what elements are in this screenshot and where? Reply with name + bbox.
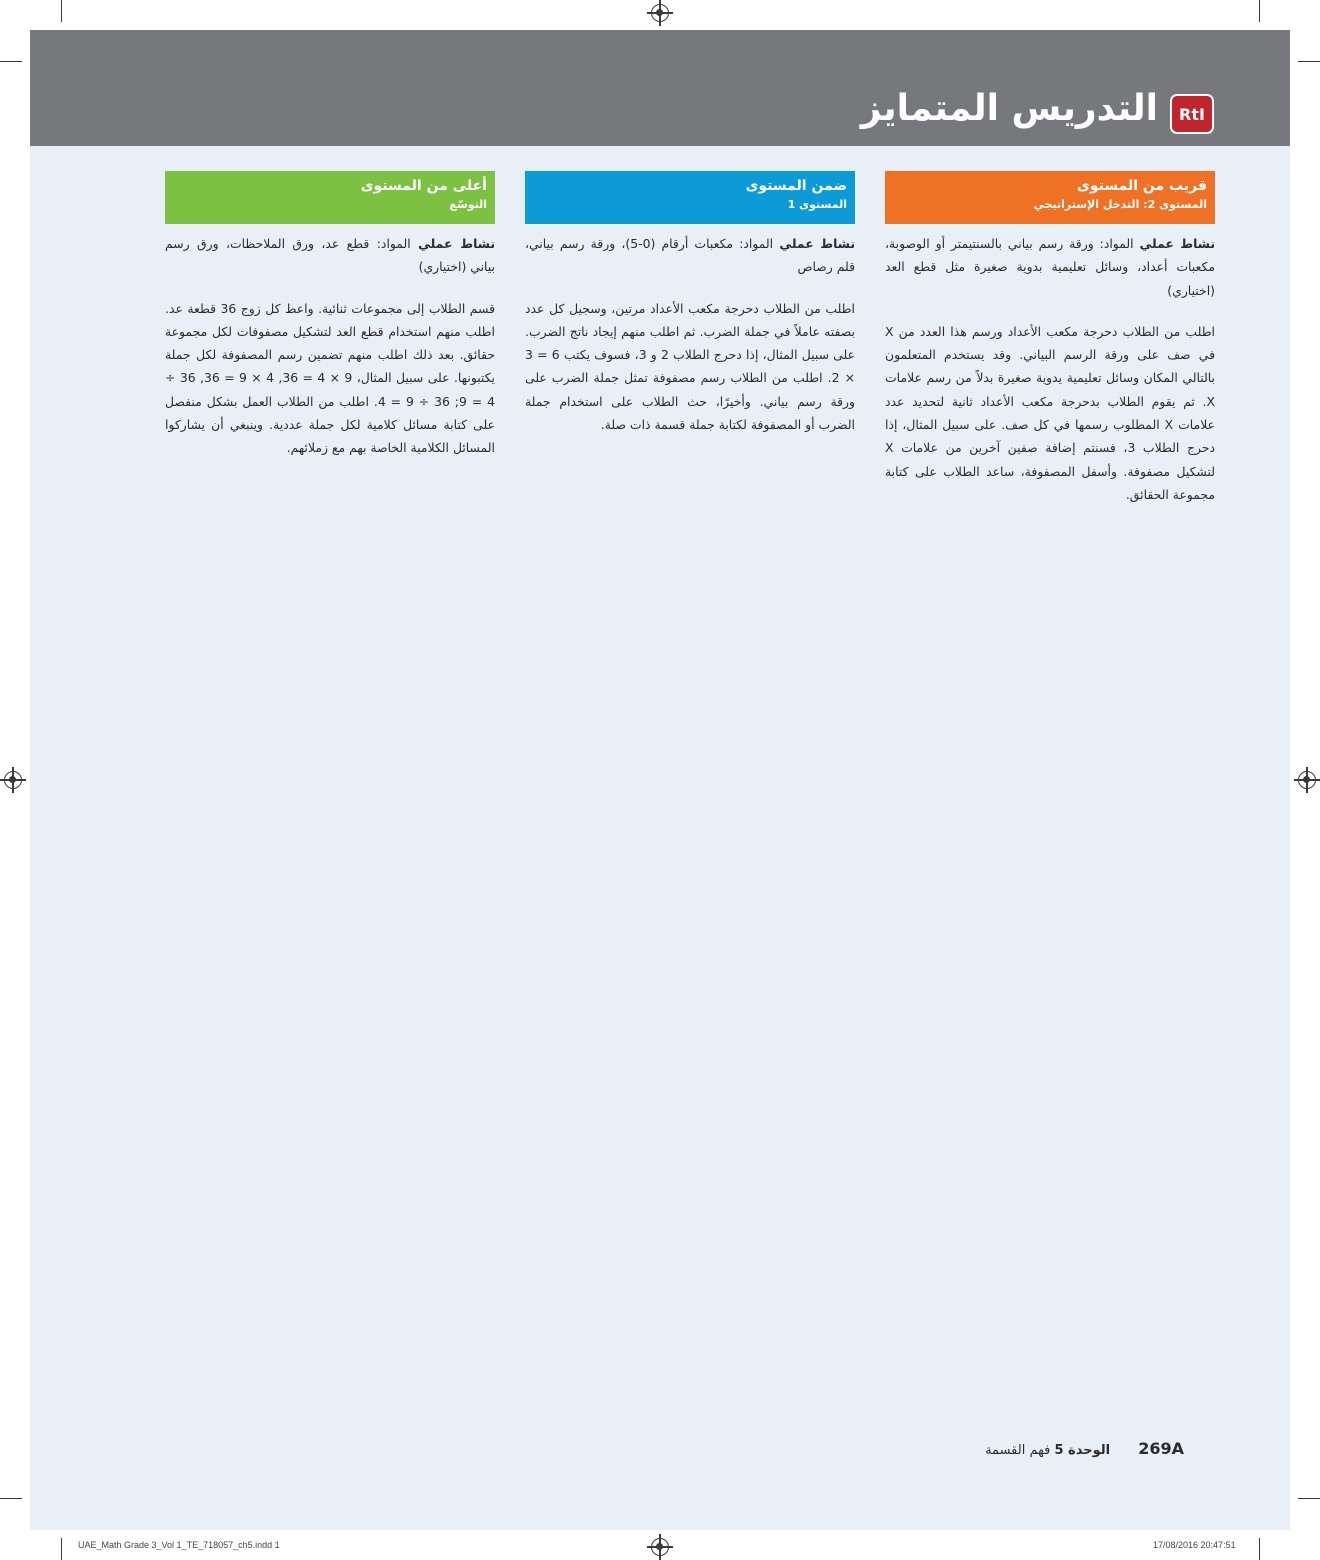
materials-paragraph (525, 232, 855, 279)
crop-mark (1298, 61, 1320, 62)
page-footer (985, 1439, 1184, 1458)
crop-mark (0, 1498, 22, 1499)
column-header (165, 171, 495, 224)
registration-mark-icon (4, 771, 22, 789)
chapter-title: فهم القسمة (985, 1443, 1051, 1458)
crop-mark (1298, 1498, 1320, 1499)
materials-paragraph (885, 232, 1215, 302)
page-number: 269A (1138, 1439, 1184, 1458)
crop-mark (1259, 1538, 1260, 1560)
materials-text: المواد: مكعبات أرقام (0-5)، ورقة رسم بياني، قلم رصاص (525, 236, 855, 275)
crop-mark (1259, 0, 1260, 22)
activity-label: نشاط عملي (1139, 236, 1215, 251)
registration-mark-icon (1298, 771, 1316, 789)
column-heading: قريب من المستوى (1077, 178, 1207, 194)
activity-label: نشاط عملي (779, 236, 855, 251)
column-beyond-level (165, 171, 495, 460)
column-header (885, 171, 1215, 224)
crop-mark (61, 0, 62, 22)
crop-mark (0, 61, 22, 62)
registration-mark-icon (651, 4, 669, 22)
column-heading: أعلى من المستوى (360, 178, 487, 194)
activity-label: نشاط عملي (418, 236, 495, 251)
column-subheading: المستوى 1 (787, 198, 847, 211)
column-subheading: المستوى 2: التدخل الإستراتيجي (1033, 198, 1207, 211)
activity-paragraph: قسم الطلاب إلى مجموعات ثنائية. واعط كل زوج 36 قطعة عد. اطلب منهم استخدام قطع العد لتشكيل مصفوفات لكل مجموعة حقائق. بعد ذلك اطلب منهم تضمين رسم المصفوفة لكل جملة يكتبونها. على سبيل المثال، 9 × 4 = 36, 4 × 9 = 36, 36 ÷ 4 = 9; 36 ÷ 9 = 4. اطلب من الطلاب العمل بشكل منفصل على كتابة مسائل كلامية لكل جملة عددية. وينبغي أن يشاركوا المسائل الكلامية الخاصة بهم مع زملائهم. (165, 300, 496, 456)
column-on-level (525, 171, 855, 436)
column-approaching-level (885, 171, 1215, 506)
page (30, 30, 1290, 1530)
materials-text: المواد: ورقة رسم بياني بالسنتيمتر أو الوصوبة، مكعبات أعداد، وسائل تعليمية بدوية صغيرة مثل قطع العد (اختياري) (885, 236, 1215, 298)
slug-date-info: 17/08/2016 20:47:51 (1153, 1540, 1236, 1550)
materials-paragraph (165, 232, 495, 279)
crop-mark (61, 1538, 62, 1560)
page-title: التدريس المتمايز (860, 88, 1158, 129)
header-banner (30, 30, 1290, 146)
rti-badge-icon: RtI (1170, 94, 1214, 134)
activity-paragraph: اطلب من الطلاب دحرجة مكعب الأعداد مرتين، وسجيل كل عدد بصفته عاملاً في جملة الضرب. ثم اطلب منهم إيجاد ناتج الضرب. على سبيل المثال، إذا دحرج الطلاب 2 و 3، فسوف يكتب 6 = 3 × 2. اطلب من الطلاب رسم مصفوفة تمثل جملة الضرب على ورقة رسم بياني. وأخيرًا، حث الطلاب على استخدام جملة الضرب أو المصفوفة لكتابة جملة قسمة ذات صلة. (525, 300, 856, 433)
chapter-label: الوحدة 5 (1054, 1443, 1111, 1458)
activity-paragraph: اطلب من الطلاب دحرجة مكعب الأعداد ورسم هذا العدد من X في صف على ورقة الرسم البياني. وقد يستخدم المتعلمون بالتالي المكان وسائل تعليمية يدوية صغيرة بدلاً من رسم علامات X. ثم يقوم الطلاب بدحرجة مكعب الأعداد ثانية لتحديد عدد علامات X المطلوب رسمها في كل صف. على سبيل المثال، إذا دحرج الطلاب 3، فسنتم إضافة صفين آخرين من علامات X لتشكيل مصفوفة. وأسفل المصفوفة، ساعد الطلاب على كتابة مجموعة الحقائق. (885, 323, 1215, 502)
slug-file-info: UAE_Math Grade 3_Vol 1_TE_718057_ch5.indd 1 (78, 1540, 280, 1550)
materials-text: المواد: قطع عد، ورق الملاحظات، ورق رسم بياني (اختياري) (165, 236, 495, 275)
registration-mark-icon (651, 1538, 669, 1556)
column-header (525, 171, 855, 224)
column-heading: ضمن المستوى (745, 178, 847, 194)
column-subheading: التوسّع (449, 198, 487, 211)
